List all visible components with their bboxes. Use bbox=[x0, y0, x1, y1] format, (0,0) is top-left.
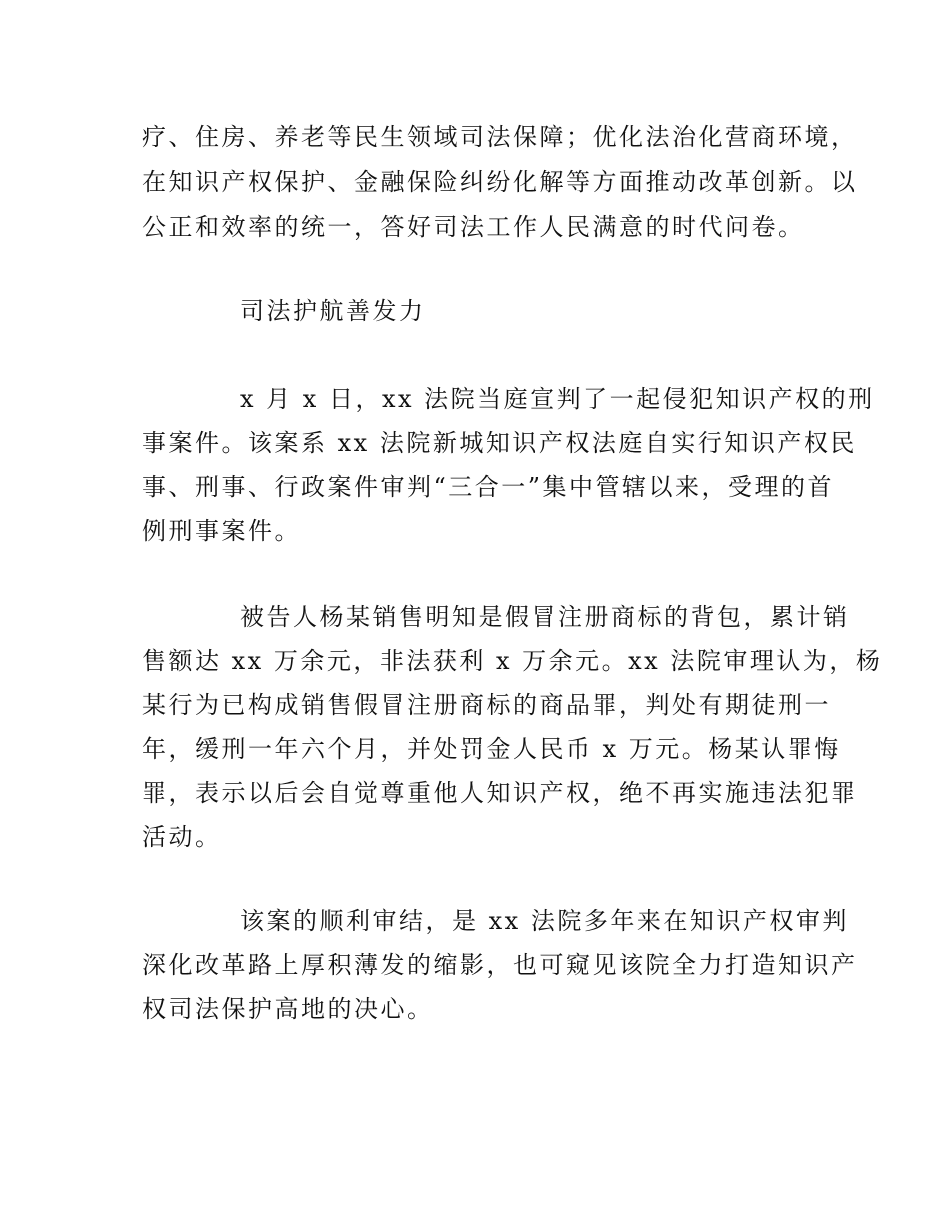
paragraph-3-line-1: x 月 x 日，xx 法院当庭宣判了一起侵犯知识产权的刑 bbox=[240, 385, 875, 413]
paragraph-3-line-4: 例刑事案件。 bbox=[142, 517, 301, 545]
section-heading: 司法护航善发力 bbox=[240, 297, 426, 325]
paragraph-3-line-3: 事、刑事、行政案件审判“三合一”集中管辖以来，受理的首 bbox=[142, 473, 835, 501]
paragraph-5-line-1: 该案的顺利审结，是 xx 法院多年来在知识产权审判 bbox=[240, 907, 849, 935]
paragraph-4-line-3: 某行为已构成销售假冒注册商标的商品罪，判处有期徒刑一 bbox=[142, 691, 831, 719]
paragraph-1-line-2: 在知识产权保护、金融保险纠纷化解等方面推动改革创新。以 bbox=[142, 168, 858, 196]
paragraph-5-line-2: 深化改革路上厚积薄发的缩影，也可窥见该院全力打造知识产 bbox=[142, 951, 858, 979]
paragraph-4-line-2: 售额达 xx 万余元，非法获利 x 万余元。xx 法院审理认为，杨 bbox=[142, 647, 883, 675]
paragraph-4-line-5: 罪，表示以后会自觉尊重他人知识产权，绝不再实施违法犯罪 bbox=[142, 779, 858, 807]
paragraph-1-line-1: 疗、住房、养老等民生领域司法保障；优化法治化营商环境， bbox=[142, 123, 858, 151]
paragraph-3-line-2: 事案件。该案系 xx 法院新城知识产权法庭自实行知识产权民 bbox=[142, 429, 857, 457]
paragraph-4-line-1: 被告人杨某销售明知是假冒注册商标的背包，累计销 bbox=[240, 603, 850, 631]
paragraph-5-line-3: 权司法保护高地的决心。 bbox=[142, 995, 434, 1023]
paragraph-1-line-3: 公正和效率的统一，答好司法工作人民满意的时代问卷。 bbox=[142, 213, 805, 241]
paragraph-4-line-4: 年，缓刑一年六个月，并处罚金人民币 x 万元。杨某认罪悔 bbox=[142, 735, 841, 763]
paragraph-4-line-6: 活动。 bbox=[142, 823, 222, 851]
